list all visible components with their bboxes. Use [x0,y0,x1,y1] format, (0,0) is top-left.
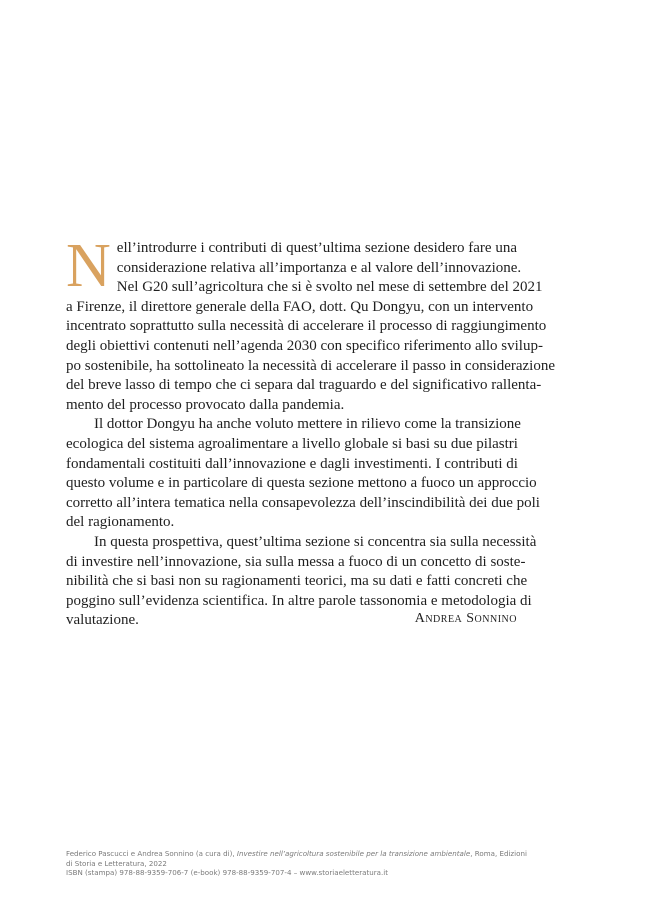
body-text [66,232,555,631]
footer-citation [66,849,526,859]
paragraph-3-line: di investire nell’innovazione, sia sulla messa a fuoco di un concetto di soste- [66,553,526,570]
paragraph-3-line: poggino sull’evidenza scientifica. In altre parole tassonomia e metodologia di [66,592,532,609]
paragraph-1-line: degli obiettivi contenuti nell’agenda 2030 con specifico riferimento allo svilup- [66,337,543,354]
paragraph-2-line: fondamentali costituiti dall’innovazione e dagli investimenti. I contributi di [66,455,518,472]
footer-editors: Federico Pascucci e Andrea Sonnino (a cura di), [66,849,237,858]
paragraph-1-line: a Firenze, il direttore generale della FAO, dott. Qu Dongyu, con un intervento [66,298,534,315]
paragraph-1-line: po sostenibile, ha sottolineato la necessità di accelerare il passo in considerazione [66,357,555,374]
paragraph-1-line: considerazione relativa all’importanza e al valore dell’innovazione. [116,259,522,276]
paragraph-1 [66,232,555,415]
publication-footer [66,849,526,878]
paragraph-3-line: nibilità che si basi non su ragionamenti teorici, ma su dati e fatti concreti che [66,573,528,590]
paragraph-2-line: ecologica del sistema agroalimentare a livello globale si basi su due pilastri [66,435,518,452]
footer-publisher: , Roma, Edizioni [470,849,527,858]
paragraph-2-line: del ragionamento. [66,514,175,531]
footer-isbn: ISBN (stampa) 978-88-9359-706-7 (e-book) 978-88-9359-707-4 – www.storiaeletteratura.it [66,868,389,878]
paragraph-2-line: questo volume e in particolare di questa sezione mettono a fuoco un approccio [66,475,537,492]
paragraph-1-line: incentrato soprattutto sulla necessità di accelerare il processo di raggiungimento [66,318,547,335]
author-signature: Andrea Sonnino [414,611,517,626]
paragraph-2-line: corretto all’intera tematica nella consapevolezza dell’inscindibilità dei due poli [66,494,540,511]
footer-publisher-line: di Storia e Letteratura, 2022 [66,858,167,868]
paragraph-2 [66,415,540,533]
paragraph-1-line: ell’introdurre i contributi di quest’ultima sezione desidero fare una [116,240,517,256]
paragraph-2-line: Il dottor Dongyu ha anche voluto mettere in rilievo come la transizione [94,416,521,433]
drop-cap: N [66,232,111,300]
paragraph-3-line: valutazione. [66,612,139,629]
footer-book-title: Investire nell’agricoltura sostenibile per la transizione ambientale [236,849,471,858]
paragraph-1-line: Nel G20 sull’agricoltura che si è svolto nel mese di settembre del 2021 [116,279,543,296]
paragraph-3-line: In questa prospettiva, quest’ultima sezione si concentra sia sulla necessità [94,533,537,550]
paragraph-1-line: del breve lasso di tempo che ci separa dal traguardo e del significativo rallenta- [66,377,542,394]
paragraph-1-line: mento del processo provocato dalla pandemia. [66,396,345,413]
